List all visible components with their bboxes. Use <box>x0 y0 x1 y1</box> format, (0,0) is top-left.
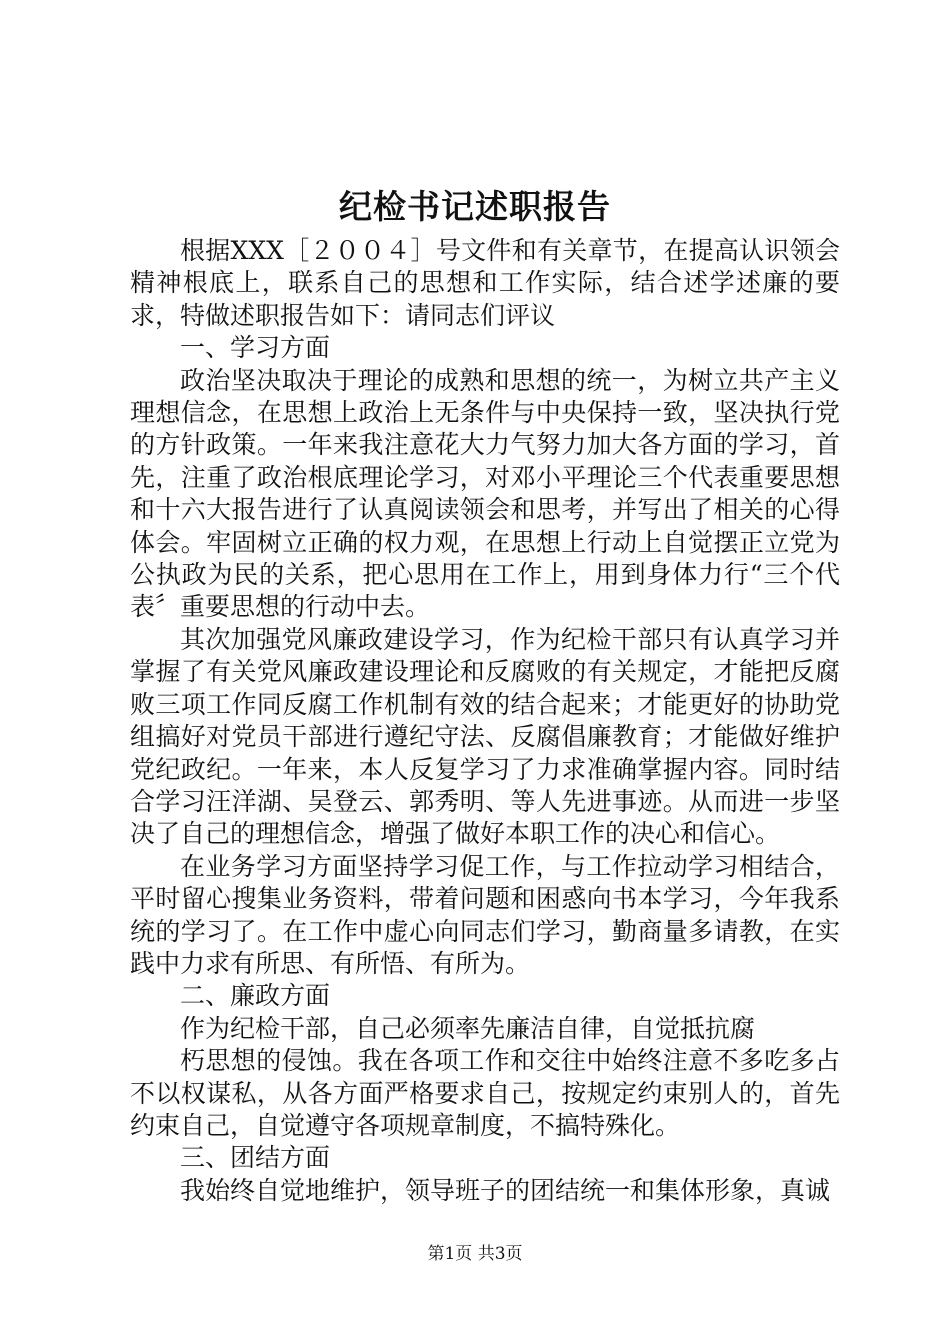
paragraph-integrity-first-line: 作为纪检干部，自己必须率先廉洁自律，自觉抵抗腐 <box>180 1013 756 1043</box>
section-heading-study: 一、学习方面 <box>180 333 331 363</box>
paragraph-study-integrity: 其次加强党风廉政建设学习，作为纪检干部只有认真学习并掌握了有关党风廉政建设理论和反腐败的有关规定，才能把反腐败三项工作同反腐工作机制有效的结合起来；才能更好的协助党组搞好对党员干部进行遵纪守法、反腐倡廉教育；才能做好维护党纪政纪。一年来，本人反复学习了力求准确掌握内容。同时结合学习汪洋湖、吴登云、郭秀明、等人先进事迹。从而进一步坚决了自己的理想信念，增强了做好本职工作的决心和信心。 <box>130 624 840 849</box>
paragraph-intro: 根据XXX［２００４］号文件和有关章节，在提高认识领会精神根底上，联系自己的思想和工作实际，结合述学述廉的要求，特做述职报告如下：请同志们评议 <box>130 236 840 330</box>
paragraph-integrity-continued: 朽思想的侵蚀。我在各项工作和交往中始终注意不多吃多占不以权谋私，从各方面严格要求自己，按规定约束别人的，首先约束自己，自觉遵守各项规章制度，不搞特殊化。 <box>130 1046 840 1140</box>
paragraph-study-politics: 政治坚决取决于理论的成熟和思想的统一，为树立共产主义理想信念，在思想上政治上无条件与中央保持一致，坚决执行党的方针政策。一年来我注意花大力气努力加大各方面的学习，首先，注重了政治根底理论学习，对邓小平理论三个代表重要思想和十六大报告进行了认真阅读领会和思考，并写出了相关的心得体会。牢固树立正确的权力观，在思想上行动上自觉摆正立党为公执政为民的关系，把心思用在工作上，用到身体力行“三个代表〞重要思想的行动中去。 <box>130 365 840 622</box>
page-footer <box>0 1242 950 1266</box>
paragraph-unity: 我始终自觉地维护，领导班子的团结统一和集体形象，真诚 <box>180 1175 831 1205</box>
section-heading-integrity: 二、廉政方面 <box>180 981 331 1011</box>
paragraph-study-business: 在业务学习方面坚持学习促工作，与工作拉动学习相结合，平时留心搜集业务资料，带着问题和困惑向书本学习，今年我系统的学习了。在工作中虚心向同志们学习，勤商量多请教，在实践中力求有所思、有所悟、有所为。 <box>130 851 840 978</box>
page-number-label: 第1页 共3页 <box>427 1244 523 1264</box>
section-heading-unity: 三、团结方面 <box>180 1143 331 1173</box>
document-body <box>130 235 840 1207</box>
document-title: 纪检书记述职报告 <box>339 187 611 226</box>
